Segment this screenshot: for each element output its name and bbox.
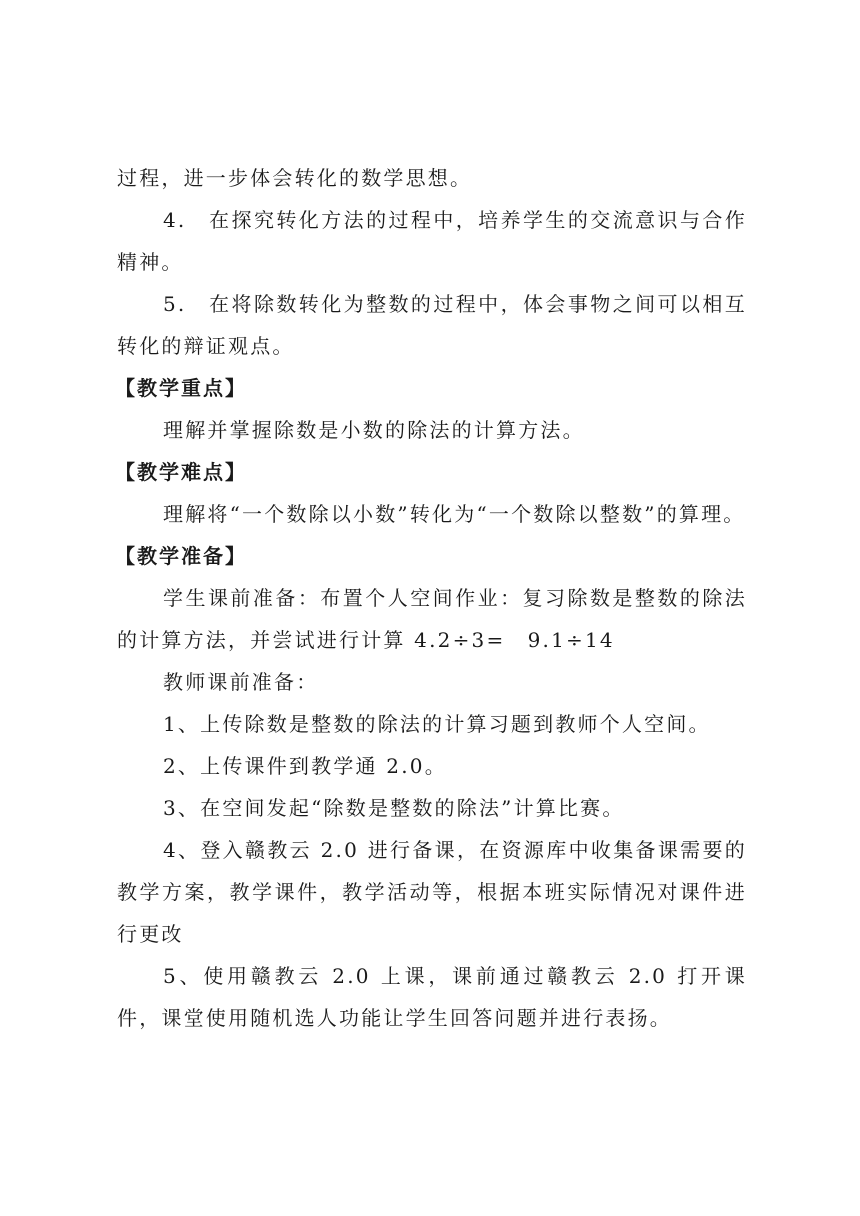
objective-4-paragraph: 4. 在探究转化方法的过程中，培养学生的交流意识与合作精神。 xyxy=(117,208,747,274)
preparation-heading: 【教学准备】 xyxy=(115,544,247,568)
teacher-step-2: 2、上传课件到教学通 2.0。 xyxy=(163,754,447,778)
teacher-step-4: 4、登入赣教云 2.0 进行备课，在资源库中收集备课需要的教学方案，教学课件，教学活动等，根据本班实际情况对课件进行更改 xyxy=(117,838,747,946)
objective-5-paragraph: 5. 在将除数转化为整数的过程中，体会事物之间可以相互转化的辩证观点。 xyxy=(117,292,747,358)
teacher-step-5: 5、使用赣教云 2.0 上课，课前通过赣教云 2.0 打开课件，课堂使用随机选人功能让学生回答问题并进行表扬。 xyxy=(117,964,747,1030)
difficult-points-paragraph: 理解将“一个数除以小数”转化为“一个数除以整数”的算理。 xyxy=(163,502,746,526)
teacher-step-3: 3、在空间发起“除数是整数的除法”计算比赛。 xyxy=(163,796,625,820)
student-preparation-paragraph: 学生课前准备：布置个人空间作业：复习除数是整数的除法的计算方法，并尝试进行计算 4.2÷3= 9.1÷14 xyxy=(117,586,747,652)
teacher-step-1: 1、上传除数是整数的除法的计算习题到教师个人空间。 xyxy=(163,712,711,736)
document-body xyxy=(117,157,747,1039)
difficult-points-heading: 【教学难点】 xyxy=(115,460,247,484)
teacher-preparation-label: 教师课前准备： xyxy=(163,670,319,694)
key-points-heading: 【教学重点】 xyxy=(115,376,247,400)
key-points-paragraph: 理解并掌握除数是小数的除法的计算方法。 xyxy=(163,418,585,442)
paragraph: 过程，进一步体会转化的数学思想。 xyxy=(117,166,473,190)
